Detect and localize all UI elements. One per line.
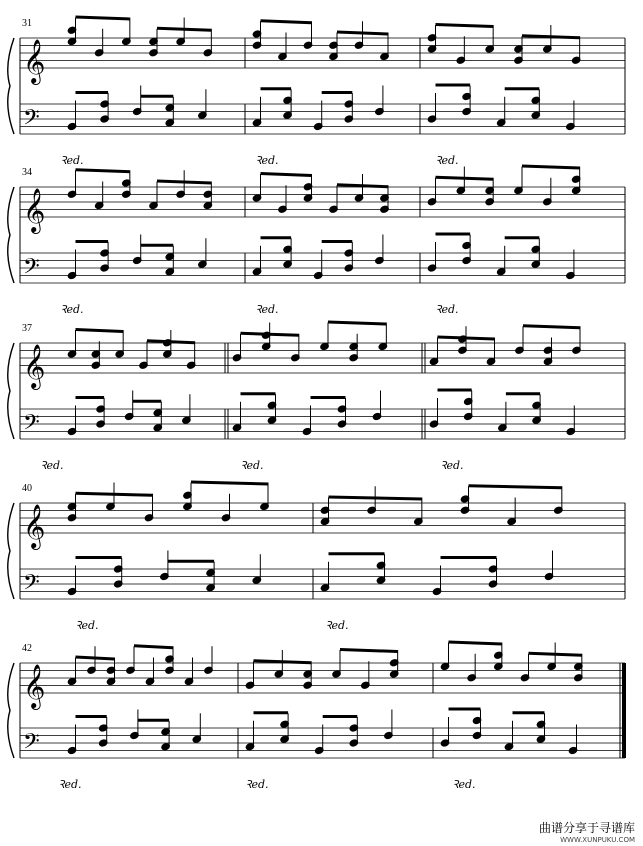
bass-clef-icon: 𝄢 bbox=[23, 105, 40, 136]
beam bbox=[138, 719, 169, 722]
beam bbox=[322, 91, 353, 94]
beam bbox=[261, 172, 312, 177]
beam bbox=[76, 168, 130, 173]
beam bbox=[254, 711, 289, 714]
pedal-mark: Ꝛed. bbox=[60, 154, 84, 167]
treble-clef-icon: 𝄞 bbox=[23, 344, 46, 388]
system-brace bbox=[8, 38, 14, 134]
beam bbox=[76, 91, 109, 94]
pedal-mark: Ꝛed. bbox=[255, 154, 279, 167]
beam bbox=[141, 244, 174, 247]
beam bbox=[76, 556, 122, 559]
system-brace bbox=[8, 187, 14, 283]
pedal-mark: Ꝛed. bbox=[255, 303, 279, 316]
beam bbox=[506, 392, 540, 395]
bass-clef-icon: 𝄢 bbox=[23, 729, 40, 760]
beam bbox=[261, 19, 312, 24]
beam bbox=[76, 396, 105, 399]
measure-number: 40 bbox=[22, 483, 32, 494]
beam bbox=[241, 392, 276, 395]
treble-clef-icon: 𝄞 bbox=[23, 188, 46, 232]
beam bbox=[513, 711, 545, 714]
beam bbox=[76, 240, 109, 243]
pedal-mark: Ꝛed. bbox=[75, 619, 99, 632]
beam bbox=[141, 95, 174, 98]
watermark-url: WWW.XUNPUKU.COM bbox=[560, 836, 635, 844]
beam bbox=[76, 715, 107, 718]
beam bbox=[469, 484, 562, 489]
bass-clef-icon: 𝄢 bbox=[23, 570, 40, 601]
beam bbox=[328, 321, 386, 326]
pedal-mark: Ꝛed. bbox=[435, 154, 459, 167]
treble-clef-icon: 𝄞 bbox=[23, 39, 46, 83]
beam bbox=[322, 240, 353, 243]
beam bbox=[168, 560, 214, 563]
pedal-mark: Ꝛed. bbox=[452, 778, 476, 791]
treble-clef-icon: 𝄞 bbox=[23, 664, 46, 708]
beam bbox=[505, 87, 540, 90]
beam bbox=[261, 87, 292, 90]
bass-clef-icon: 𝄢 bbox=[23, 254, 40, 285]
beam bbox=[340, 648, 398, 653]
pedal-mark: Ꝛed. bbox=[40, 459, 64, 472]
beam bbox=[191, 481, 268, 486]
beam bbox=[134, 644, 173, 649]
beam bbox=[438, 389, 472, 392]
measure-number: 34 bbox=[22, 167, 32, 178]
pedal-mark: Ꝛed. bbox=[58, 778, 82, 791]
pedal-mark: Ꝛed. bbox=[325, 619, 349, 632]
measure-number: 42 bbox=[22, 643, 32, 654]
system-brace bbox=[8, 663, 14, 758]
watermark bbox=[539, 819, 635, 844]
final-barline-thick bbox=[622, 663, 626, 758]
system-brace bbox=[8, 343, 14, 439]
beam bbox=[505, 236, 540, 239]
pedal-mark: Ꝛed. bbox=[440, 459, 464, 472]
pedal-mark: Ꝛed. bbox=[435, 303, 459, 316]
beam bbox=[311, 396, 346, 399]
beam bbox=[449, 641, 502, 646]
beam bbox=[133, 400, 162, 403]
beam bbox=[449, 708, 481, 711]
bass-clef-icon: 𝄢 bbox=[23, 410, 40, 441]
pedal-mark: Ꝛed. bbox=[240, 459, 264, 472]
beam bbox=[436, 233, 471, 236]
beam bbox=[436, 84, 471, 87]
beam bbox=[76, 328, 124, 333]
beam bbox=[323, 715, 358, 718]
watermark-title: 曲谱分享于寻谱库 bbox=[538, 821, 635, 835]
pedal-mark: Ꝛed. bbox=[245, 778, 269, 791]
beam bbox=[522, 165, 580, 170]
measure-number: 31 bbox=[22, 18, 32, 29]
beam bbox=[441, 556, 497, 559]
pedal-mark: Ꝛed. bbox=[60, 303, 84, 316]
beam bbox=[76, 16, 130, 21]
treble-clef-icon: 𝄞 bbox=[23, 504, 46, 548]
beam bbox=[329, 552, 385, 555]
beam bbox=[261, 236, 292, 239]
measure-number: 37 bbox=[22, 323, 32, 334]
beam bbox=[436, 23, 494, 28]
beam bbox=[523, 324, 580, 329]
system-brace bbox=[8, 503, 14, 599]
